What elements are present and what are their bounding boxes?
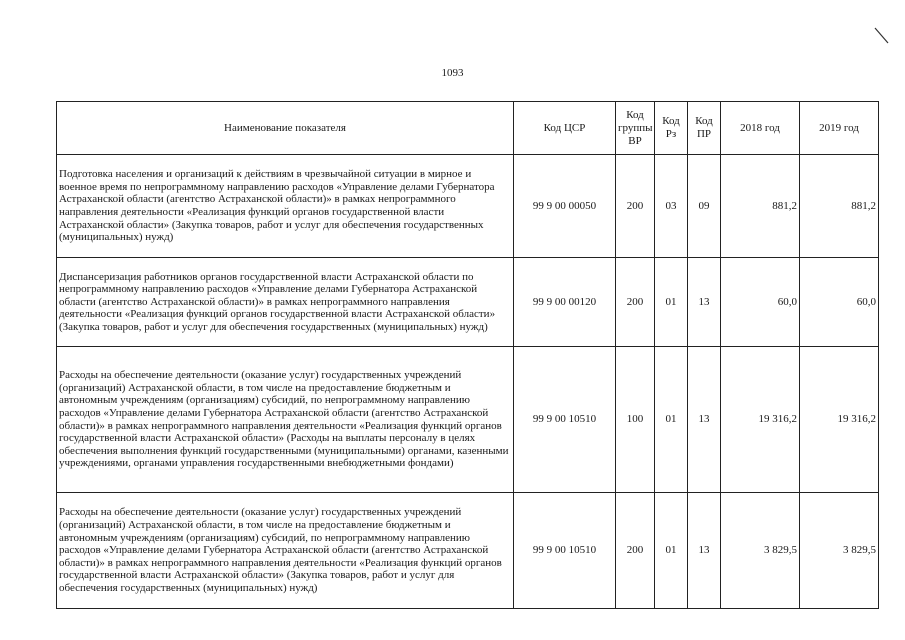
row-2019: 19 316,2 <box>800 347 879 493</box>
row-rz: 01 <box>655 493 688 609</box>
header-vr: Код группы ВР <box>616 102 655 155</box>
row-2018: 60,0 <box>721 258 800 347</box>
table-row <box>57 155 879 258</box>
row-rz: 03 <box>655 155 688 258</box>
row-csr: 99 9 00 10510 <box>514 347 616 493</box>
header-rz: Код Рз <box>655 102 688 155</box>
table-row <box>57 347 879 493</box>
table-row <box>57 493 879 609</box>
row-name: Расходы на обеспечение деятельности (оказание услуг) государственных учреждений (организаций) Астраханской области, в том числе на предоставление бюджетным и автономным учреждениям (организациям) субсидий, по непрограммному направлению расходов «Управление делами Губернатора Астраханской области (агентство Астраханской области)» в рамках непрограммного направления деятельности «Реализация функций органов государственной власти Астраханской области» (Закупка товаров, работ и услуг для обеспечения государственных (муниципальных) нужд) <box>57 493 514 609</box>
row-pr: 13 <box>688 493 721 609</box>
row-2018: 881,2 <box>721 155 800 258</box>
table-header-row <box>57 102 879 155</box>
row-vr: 200 <box>616 258 655 347</box>
row-2018: 3 829,5 <box>721 493 800 609</box>
row-2019: 3 829,5 <box>800 493 879 609</box>
row-vr: 100 <box>616 347 655 493</box>
row-2019: 881,2 <box>800 155 879 258</box>
row-vr: 200 <box>616 493 655 609</box>
row-vr: 200 <box>616 155 655 258</box>
row-pr: 09 <box>688 155 721 258</box>
row-name: Подготовка населения и организаций к действиям в чрезвычайной ситуации в мирное и военное время по непрограммному направлению расходов «Управление делами Губернатора Астраханской области (агентство Астраханской области)» в рамках непрограммного направления деятельности «Реализация функций органов государственной власти Астраханской области» (Закупка товаров, работ и услуг для обеспечения государственных (муниципальных) нужд) <box>57 155 514 258</box>
row-name: Диспансеризация работников органов государственной власти Астраханской области по непрограммному направлению расходов «Управление делами Губернатора Астраханской области (агентство Астраханской области)» в рамках непрограммного направления деятельности «Реализация функций органов государственной власти Астраханской области» (Закупка товаров, работ и услуг для обеспечения государственных (муниципальных) нужд) <box>57 258 514 347</box>
row-csr: 99 9 00 10510 <box>514 493 616 609</box>
page-number: 1093 <box>441 67 464 79</box>
table-row <box>57 258 879 347</box>
budget-table <box>56 101 879 609</box>
header-csr: Код ЦСР <box>514 102 616 155</box>
row-pr: 13 <box>688 258 721 347</box>
row-pr: 13 <box>688 347 721 493</box>
row-2019: 60,0 <box>800 258 879 347</box>
row-2018: 19 316,2 <box>721 347 800 493</box>
row-rz: 01 <box>655 347 688 493</box>
scan-mark <box>873 27 890 44</box>
row-csr: 99 9 00 00120 <box>514 258 616 347</box>
header-pr: Код ПР <box>688 102 721 155</box>
header-name: Наименование показателя <box>57 102 514 155</box>
row-csr: 99 9 00 00050 <box>514 155 616 258</box>
row-rz: 01 <box>655 258 688 347</box>
row-name: Расходы на обеспечение деятельности (оказание услуг) государственных учреждений (организаций) Астраханской области, в том числе на предоставление бюджетным и автономным учреждениям (организациям) субсидий, по непрограммному направлению расходов «Управление делами Губернатора Астраханской области (агентство Астраханской области)» в рамках непрограммного направления деятельности «Реализация функций органов государственной власти Астраханской области» (Расходы на выплаты персоналу в целях обеспечения выполнения функций государственными (муниципальными) органами, казенными учреждениями, органами управления государственными внебюджетными фондами) <box>57 347 514 493</box>
header-2018: 2018 год <box>721 102 800 155</box>
header-2019: 2019 год <box>800 102 879 155</box>
